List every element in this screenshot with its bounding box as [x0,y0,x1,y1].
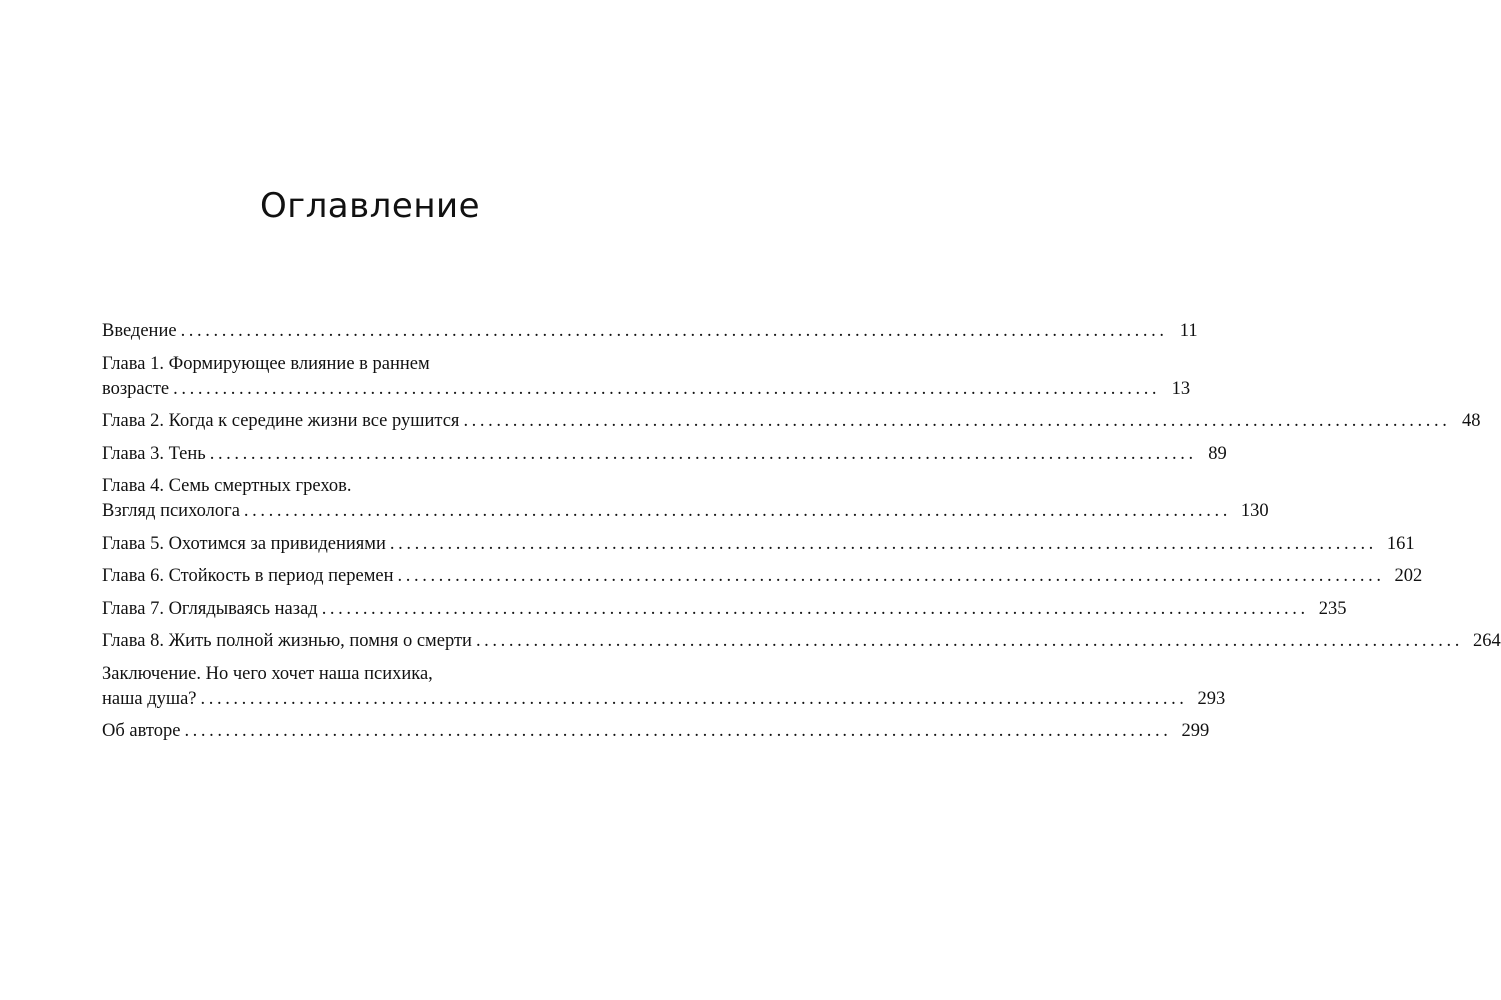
toc-entry-title: Об авторе [102,721,181,741]
toc-entry-title: Глава 6. Стойкость в период перемен [102,566,394,586]
toc-page-number: 48 [1461,411,1481,431]
toc-page-number: 13 [1171,378,1191,399]
dot-leader: ........................................................................................................................ [397,566,1385,586]
page-title: Оглавление [259,186,481,226]
toc-entry [102,474,1269,524]
toc-page-number: 89 [1208,443,1227,464]
toc-entry [102,352,1191,402]
toc-page-number: 299 [1181,721,1210,741]
toc-entry-row [102,719,1210,744]
toc-entry-title: возрасте [102,378,170,399]
toc-entry [102,564,1423,589]
toc-entry-title-line: Глава 1. Формирующее влияние в раннем [102,353,430,374]
toc-page-number: 130 [1240,501,1269,521]
toc-page-number: 264 [1472,631,1501,651]
dot-leader: ........................................................................................................................ [463,411,1451,431]
toc-entry-row [102,687,1226,712]
table-of-contents [102,319,1501,752]
toc-entry-row [102,597,1347,622]
toc-page-number: 202 [1394,566,1423,586]
dot-leader: ........................................................................................................................ [180,321,1168,341]
toc-entry-row [102,564,1423,589]
toc-entry [102,662,1226,712]
toc-entry-title: Глава 8. Жить полной жизнью, помня о смерти [102,631,472,651]
toc-entry [102,409,1481,434]
dot-leader: ........................................................................................................................ [200,688,1188,709]
dot-leader: ........................................................................................................................ [173,378,1161,399]
toc-page-number: 235 [1318,598,1347,619]
toc-entry-title: Глава 2. Когда к середине жизни все рушится [102,411,460,431]
toc-entry-row [102,409,1481,434]
dot-leader: ........................................................................................................................ [243,501,1231,521]
toc-page-number: 11 [1179,321,1198,341]
toc-entry-title: Глава 7. Оглядываясь назад [102,598,318,619]
toc-entry [102,719,1210,744]
dot-leader: ........................................................................................................................ [184,721,1172,741]
toc-entry-row [102,319,1198,344]
dot-leader: ........................................................................................................................ [475,631,1463,651]
toc-entry [102,532,1415,557]
toc-entry-title: наша душа? [102,688,197,709]
dot-leader: ........................................................................................................................ [209,443,1197,464]
toc-entry-row [102,442,1227,467]
toc-entry-title-line: Заключение. Но чего хочет наша психика, [102,663,433,684]
toc-entry [102,597,1347,622]
toc-entry-title: Взгляд психолога [102,501,240,521]
toc-entry-row [102,499,1269,524]
toc-entry [102,629,1501,654]
dot-leader: ........................................................................................................................ [321,598,1309,619]
dot-leader: ........................................................................................................................ [389,533,1377,554]
toc-entry-title: Глава 3. Тень [102,443,206,464]
toc-entry [102,442,1227,467]
toc-entry-row [102,532,1415,557]
toc-entry-row [102,377,1191,402]
toc-entry-title: Глава 5. Охотимся за привидениями [102,533,386,554]
toc-entry-title: Введение [102,321,177,341]
toc-page-number: 161 [1386,533,1415,554]
toc-entry-title-line: Глава 4. Семь смертных грехов. [102,476,352,496]
toc-entry [102,319,1198,344]
toc-entry-row [102,629,1501,654]
toc-page-number: 293 [1197,688,1226,709]
